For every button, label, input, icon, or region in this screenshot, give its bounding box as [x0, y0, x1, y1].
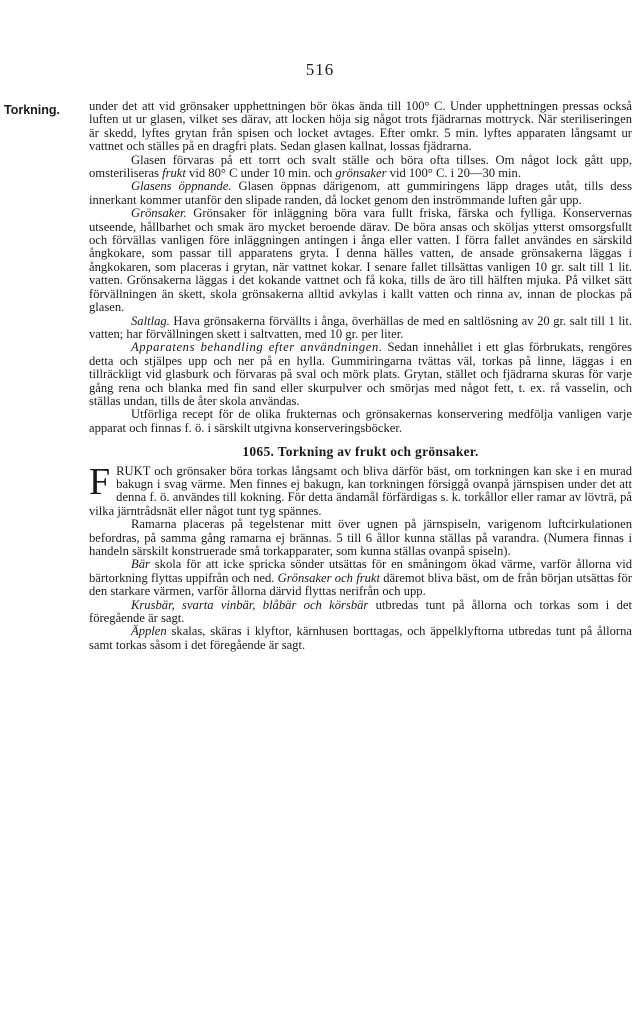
label-vegetables: Grönsaker.: [131, 206, 187, 221]
paragraph-sterilization: under det att vid grönsaker upphettningen bör ökas ända till 100° C. Under upphettningen pressas också luften ut ur glasen, vilket ses därav, att locken höja sig något trots fjädrarnas mottryck. När steriliseringen är skedd, lyftes grytan från spisen och locket avtages. Efter omkr. 5 min. lyftes apparaten långsamt ur vattnet och ställes på en dragfri plats. Sedan glasen kallnat, lossas fjädrarna.: [89, 99, 632, 154]
label-opening: Glasens öppnande.: [131, 179, 232, 194]
section-heading: 1065. Torkning av frukt och grönsaker.: [242, 444, 479, 460]
paragraph-apples: Äpplen skalas, skäras i klyftor, kärnhusen borttagas, och äppelklyftorna utbredas tunt på ållorna samt torkas såsom i det föregående är sagt.: [89, 624, 632, 652]
paragraph-apparatus-care: Apparatens behandling efter användningen. Sedan innehållet i ett glas förbrukats, rengöres detta och stjälpes upp och ner på en hylla. Gummiringarna tvättas väl, torkas på linne, läggas i en tillräckligt vid glasburk och förvaras på sval och mörk plats. Grytan, stället och fjädrarna skuras för varje gång rena och blanka med fin sand eller skurpulver och smörjas med något fett, t. ex. rå vasselin, och ställas undan, tills de åter skola användas.: [89, 340, 632, 408]
label-brine: Saltlag.: [131, 313, 170, 328]
page-number: 516: [305, 60, 335, 79]
paragraph-currants: Krusbär, svarta vinbär, blåbär och körsbär utbredas tunt på ållorna och torkas som i det föregående är sagt.: [89, 597, 632, 626]
label-vegetables-fruit: Grönsaker och frukt: [277, 570, 380, 585]
label-apparatus-care: Apparatens behandling efter användningen.: [131, 340, 383, 355]
label-apples: Äpplen: [131, 624, 167, 639]
drop-cap: F: [89, 460, 111, 503]
paragraph-recipes: Utförliga recept för de olika frukternas och grönsakernas konservering medfölja vanligen varje apparat och finnas f. ö. i särskilt utgivna konserveringsböcker.: [89, 407, 632, 435]
paragraph-frames: Ramarna placeras på tegelstenar mitt över ugnen på järnspiseln, varigenom luftcirkulationen befordras, på samma gång ramarna ej brännas. 5 till 6 ållor kunna ställas på varandra. (Numera finnas i handeln särskilt konstruerade små torkapparater, som kunna ställas ovanpå spiseln).: [89, 517, 632, 558]
paragraph-storage: Glasen förvaras på ett torrt och svalt ställe och böra ofta tillses. Om något lock gått upp, omsteriliseras frukt vid 80° C under 10 min. och grönsaker vid 100° C. i 20—30 min.: [89, 152, 632, 181]
paragraph-berries: Bär skola för att icke spricka sönder utsättas för en småningom ökad värme, varför ållorna vid bärtorkning flyttas uppifrån och ned. Grönsaker och frukt däremot bliva bäst, om de från början utsättas för den starkare värmen, varför ållorna därvid flyttas nerifrån och upp.: [89, 557, 632, 599]
paragraph-drying-intro: FRUKT och grönsaker böra torkas långsamt och bliva därför bäst, om torkningen kan ske i en murad bakugn i svag värme. Men finnes ej bakugn, kan torkningen försiggå ovanpå järnspisen under det att denna f. ö. användes till kokning. För detta ändamål förfärdigas s. k. torkållor eller ramar av lövträ, på vilka järntrådsnät eller något tunt tyg spännes.: [89, 460, 632, 518]
paragraph-vegetables: Grönsaker. Grönsaker för inläggning böra vara fullt friska, färska och fylliga. Konservernas utseende, hållbarhet och smak äro mycket beroende därav. De böra ansas och sköljas ytterst omsorgsfullt och förvällas vanligen före inläggningen antingen i ånga eller vatten. I förra fallet användes en särskild ångkokare, som passar till apparatens gryta. I denna hälles vatten, de ansade grönsakerna läggas i ångkokaren, som placeras i grytan, när vattnet kokar. I senare fallet tillsättas vanligen 10 gr. salt till 1 lit. vatten. Grönsakerna läggas i det kokande vattnet och få koka, tills de äro till hälften mjuka. På vilket sätt förvällningen än skett, skola grönsakerna alltid avkylas i kallt vatten och rinna av, innan de plockas på glasen.: [89, 206, 632, 315]
paragraph-brine: Saltlag. Hava grönsakerna förvällts i ånga, överhällas de med en saltlösning av 20 gr. salt till 1 lit. vatten; har förvällningen skett i saltvatten, med 10 gr. per liter.: [89, 313, 632, 341]
margin-note: Torkning.: [4, 103, 61, 117]
label-berries: Bär: [131, 557, 150, 572]
body-text: [89, 100, 632, 652]
paragraph-opening: Glasens öppnande. Glasen öppnas därigenom, att gummiringens läpp drages utåt, tills dess innerkant kommer utanför den slipade randen, då locket genom den inströmmande luften går upp.: [89, 179, 632, 207]
label-currants: Krusbär, svarta vinbär, blåbär och körsbär: [131, 597, 369, 612]
